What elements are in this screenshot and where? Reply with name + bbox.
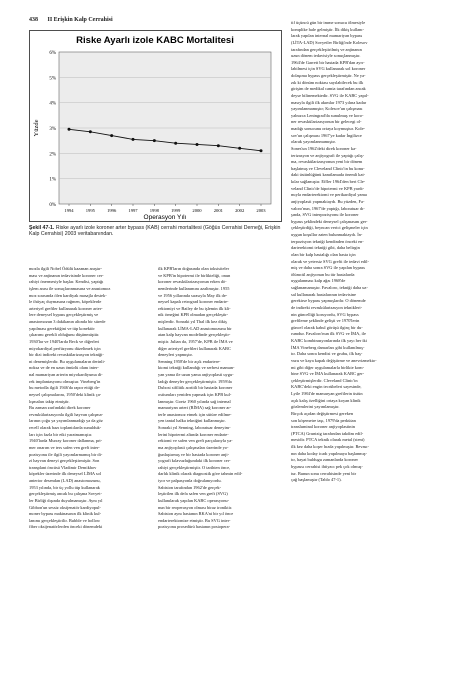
data-point: [110, 134, 113, 137]
mortality-chart: [29, 30, 282, 222]
text-column-left: mozla ilgili Nobel Ödülü kazanan araştır- ması ve anjinanın tedavisinde koroner cer- rahiyi önermesiyle başlar. Kendisi, yaptığı işlem arası ile sonuçlarınmasına ve anastomoz moz sırasında ölen kardiyak masajla destek- le ihtiyaç duymasına rağmen, köpeklerde arteriyel greftler kullanarak koroner arter- lere deneysel bypass gerçekleştirmiş ve anastomozun 3 dakikanın altında bir sürede yapılması gerektiğini ve tüp konektör çıkarımı gerekli olduğunu düşünmüştür. 1930'lar ve 1940'larda Beck ve diğerleri miyokardiyal perfüzyonu düzeltmek için bir dizi indirekt revaskülarizasyon tekniği- ni denemişlerdir. Bu uygulamaların derinli- noksa ve de en uzun ömürlü olanı inter- nal mamariyan arterin miyokardiyuma di- rek implantasyonu olmuştur. Vineberg'in bu metodla ilgili 1946'da rapor ettiği de- neysel çalışmalarını, 1950'deki klinik ça- lışmaları takip etmiştir. Bu zaman zarfındaki direk koroner revaskülarizasyonla ilgili hayvan çalışma- larının çoğu ya yayımlanmadığı ya da göz recell olarak bazı toplantılarda sunulduk- ları için fazla bir etki yaratmamıştır. 1940'larda Murray koroner dallanma, pri- mer onarım ve ters safen ven greft inter- pozisyonu ile ilgili yayımlarmamış bir di- zi hayvan deneyi gerçekleştirmiştir. Son transplant öncüsü Vladimir Demikhov köpekler üzerinde ilk deneysel LİMA sol anterior desendan (LAD) anastomozunu, 1953 yılında, bir üç yollu tüp kullanarak gerçekleştirmiş ancak bu çalışma Sovyet- ler Birliği dışında duyulmamıştır. Aynı yıl Gibbon'un sessiz oksijenatör kardiyopul- moner bypass makinasının ilk klinik kul- lanımı gerçekleştirilir. Bubble ve hollow fiber oksijenatörlerden önceki dönemdeki: [29, 266, 111, 530]
data-point: [196, 143, 199, 146]
chart-title: Riske Ayarlı izole KABC Mortalitesi: [76, 35, 234, 46]
y-tick-label: 0%: [49, 203, 56, 208]
x-tick-label: 1997: [128, 208, 138, 213]
x-tick-label: 2002: [235, 208, 245, 213]
running-title: II Erişkin Kalp Cerrahisi: [47, 17, 113, 23]
y-tick-label: 2%: [49, 152, 56, 158]
x-tick-label: 1994: [64, 208, 74, 213]
page-header: [29, 17, 113, 23]
x-axis-label: Operasyon Yılı: [143, 214, 187, 221]
figure-caption: [29, 225, 282, 238]
caption-label: Şekil 47-1.: [29, 225, 55, 231]
y-tick-label: 5%: [49, 76, 56, 82]
x-tick-label: 2001: [213, 208, 223, 213]
caption-text: Riske ayarlı izole koroner arter bypass (KAB) cerrahi mortalitesi (Göğüs Cerrahisi Derneği, Erişkin Kalp Cerrahisi) 2003 veritabanından.: [29, 225, 281, 238]
y-tick-label: 1%: [49, 177, 56, 183]
y-tick-label: 6%: [49, 51, 56, 56]
data-point: [153, 139, 156, 142]
x-tick-label: 2003: [256, 208, 266, 213]
x-tick-label: 1995: [85, 208, 95, 213]
data-point: [260, 149, 263, 152]
x-tick-label: 1998: [149, 208, 159, 213]
figure: [29, 30, 282, 222]
page-number: 438: [29, 17, 38, 23]
data-point: [68, 128, 71, 131]
x-tick-label: 1996: [107, 208, 117, 213]
x-tick-label: 2000: [192, 208, 202, 213]
y-tick-label: 4%: [49, 101, 56, 107]
y-axis-label: Yüzde: [33, 119, 40, 137]
data-point: [174, 142, 177, 145]
y-tick-label: 3%: [49, 127, 56, 132]
text-column-middle: ilk KPB'ların doğasında olan toksisiteler ve KPB'in hipotermi ile birlikteliği, onun koroner revaskülarizasyonun erken dö- nemlerinde kullanımını azaltmıştır. 1955 ve 1956 yıllarında sırasıyla May ilk de- neysel kapalı retrograd koroner endarte- rektomiyi ve Bailey de bu işlemin ilk kli- nik örneğini KPB olmadan gerçekleştir- mişlerdir. Sonraki yıl Thal ilk kez dikiş kullanarak LİMA-LAD anastomozunu bir atan kalp hayvan modelinde gerçekleştir- miştir. Julian da, 1957'de, KPB ile İMA ve diğer arteriyel greftleri kullanarak KABC deneyleri yapmıştır. Senning 1958'de bir açık endartere- ktomi tekniği kullandığı ve serbest maman- yan yama ile uzun yama anjiyoplasti uygu- ladığı deneyler gerçekleştirmiştir. 1959'da Dubost sifilitik aortitli bir hastada koroner ostiumları yeniden yapmak için KPB kul- lanmıştır. Goetz 1960 yılında sağ internal mamariyan arteri (RİMA) sağ koroner ar- terle anastomoz etmek için sütüre edilme- yen tantal halka tekniğini kullanmıştır. Sonraki yıl Senning, laboratuar deneyim- lerini hipotermi altında koroner endarte- rektomi ve safen ven greft parçalarıyla ya- ma anjiyoplasti çalışmaları üzerinde yo- ğunlaştırmış ve bir hastada koroner anji- yografi kılavuzluğundaki ilk koroner cer- rahiyi gerçekleştirmiştir. O tarihten önce, darlık klinik olarak diagnostik göre tahmin edil- iyor ve palpasyonla doğrulanıyordu. Sabiston tarafından 1962'de gerçek- leştirilen ilk defa safen ven greft (SVG) kullanılarak yapılan KABC operasyonu- nun bir reoperasyon olması biraz ironiktir. Sabiston aynı hastanın RKA'ni bir yıl önce endarterektomize etmiştir. Bu SVG inter- pozisyonu prosedürü hastanın postopera-: [158, 266, 243, 530]
data-point: [132, 138, 135, 141]
data-point: [217, 144, 220, 147]
x-tick-label: 1999: [171, 208, 181, 213]
text-column-right: tif üçüncü gün bir imme sonucu ölmesiyle komplike hale gelmiştir. İlk dikiş kullanı- larak yapılan internal mamariyan bypass (LİTA-LAD) Sovyetler Birliği'nde Kolesov tarafından gerçekleştirilmiş ve anjinanın uzun dönem tedavisiyle sonuçlanmıştır. 1964'de Garrett bir hastada KPB'dan ayrı- labilmesi için SVG kullanarak sol koroner dolaşıma bypass gerçekleştirmiştir. Ne ya- zık ki dönüm noktası sayılabilecek bu ilk girişim de medikal camia tarafından ancak deyse bilinemektedir. SVG ile KABC yapıl- masıyla ilgili ilk akımlar 1973 yılına kadar yayımlanmamıştır; Kolesov'un çalışması yalnızca Leningrad'da sunulmuş ve koro- ner revaskülarizasyonun bir gelecegi ol- madığı sonucunu ortaya koymuştur. Kole- sov'un çalışması 1967'ye kadar İngilizce olarak yayımlanmamıştır. Sones'un 1962'deki direk koroner ka- terizasyon ve anjiyografi ile yaptığı çalış- ma, revaskülarizasyonun yeni bir dönem başlatmış ve Cleveland Clinic'in bu konu- daki üstünlüğünü kanıtlamada önemli kat- kılar sağlamıştır. Effler 1964'den beri Cle- veland Clinic'de hipotermi ve KPB yardı- mıyla endarterektomi ve perikardiyal yama anjiyoplasti yapmaktaydı. Bu yüzden, Fa- valoro'nun, 1967'de yaptığı, laboratuar dı- şında, SVG interpozisyonu ile koroner bypass şeklindeki deneysel çalışmasını ger- çekleştirdiği, beyncan verici gelişmeler için uygun koşullar zaten bulunmaktaydı. İn- terpozisyon tekniği kendinden önceki en- darterektomi tekniği gibi, daha belirgin olan bir kalp hastalığı olan hasta için olarak ve yetersiz SVG grefti ile tedavi edil- miş ve daha sonra SVG ile yapılan bypass ölümcül anjiyonun bu tür hastalarda uygulanması kalp ağzı 1968'de sağlanamamıştır. Favaloro, tekniği daha uz- sal kullanarak hastalarının tedavisine gerekirse bypass yapmışlardır. O dönemde de indirekt revaskülarizasyon teknikleri- nin güncelliği koruyordu, SVG bypass greftleme şeklinde gelişti ve 1970'lerin güncel olarak kabul görüşü ilginç bir du- rumdur. Favaloro'nun ilk SVG ve İMA, ile KABC kombinasyonlarında ilk yayı her iki İMA Vineberg damarları gibi kullanılmış- tır. Daha sonra kendisi ve grubu, ilk baş- vuru ve kaya kapak değiştirme ve anevrizmekto- mi gibi diğer uygulamalarla birlikte kom- bine SVG ve İMA kullanarak KABC ger- çekleştirmişlerdir. Cleveland Clinic'in KABC'deki engin tecrübeleri sayesinde, Lytle 1984'de mamaryan greftlerin üstün açık kalış özelliğini ortaya koyan klinik gözlemlerini yayımlamıştır. Birçok açıdan değiştirmesi gereken son köşemetre taşı, 1979'da perkütan transluminal koroner anjiyoplastinin (PTCA) Gruntzig tarafından takdim edil- mesidir. PTCA teknik olarak metal (stent) ilk kez daha koşer hızda yapılmıştır. Revası- nın daha koday icadı yapılmaya başlanmış- tır, hayat buldugu zamanlarda koroner bypassı cerrahisi ihtiyacı pek çok olmuş- tur. Bunun sonu cerrahisinde yeni bir çağ başlamıştır (Tablo 47-1).: [291, 20, 377, 483]
data-point: [89, 130, 92, 133]
data-point: [238, 147, 241, 150]
